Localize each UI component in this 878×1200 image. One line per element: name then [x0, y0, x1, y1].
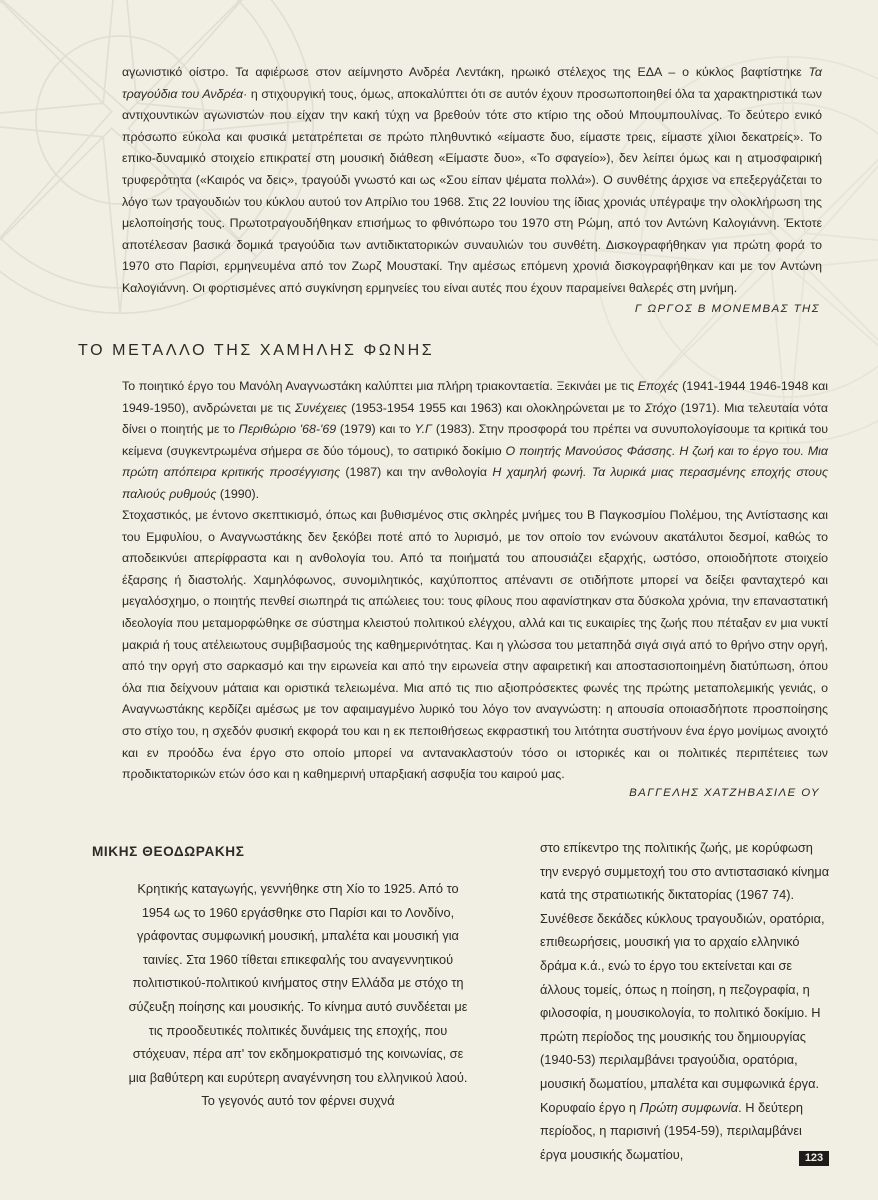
text-run: (1979) και το — [336, 422, 415, 437]
bio-title: ΜΙΚΗΣ ΘΕΟΔΩΡΑΚΗΣ — [92, 844, 245, 859]
text-run: (1990). — [216, 486, 260, 501]
bio-column-left: Κρητικής καταγωγής, γεννήθηκε στη Χίο το 1925. Από το 1954 ως το 1960 εργάσθηκε στο Παρίσι και το Λονδίνο, γράφοντας συμφωνική μουσική, μπαλέτα και μουσική για ταινίες. Στα 1960 τίθεται επικεφαλής του αναγεννητικού πολιτιστικού-πολιτικού κινήματος στην Ελλάδα με στόχο τη σύζευξη ποίησης και μουσικής. Το κίνημα αυτό συνδέεται με τις προοδευτικές πολιτικές δυνάμεις της εποχής, που στόχευαν, πέρα απ' τον εκδημοκρατισμό της κοινωνίας, σε μια βαθύτερη και ευρύτερη αναγέννηση του ελληνικού λαού. Το γεγονός αυτό τον φέρνει συχνά — [128, 881, 468, 1109]
work-title: Πρώτη συμφωνία — [639, 1099, 739, 1115]
work-title: Υ.Γ — [414, 422, 433, 437]
intro-paragraph — [122, 62, 822, 300]
text-run: (1983). Στην προσφορά του πρέπει να συνυπολογίσουμε τα κριτικά του κείμενα (συγκεντρωμένα σήμερα σε δύο τόμους), το σατιρικό δοκίμιο — [122, 422, 829, 458]
text-run: Το ποιητικό έργο του Μανόλη Αναγνωστάκη καλύπτει μια πλήρη τριακονταετία. Ξεκινάει με τις — [122, 379, 638, 393]
section-title: ΤΟ ΜΕΤΑΛΛΟ ΤΗΣ ΧΑΜΗΛΗΣ ΦΩΝΗΣ — [78, 342, 435, 359]
text-run: (1941-1944 1946-1948 και 1949-1950), ανδρώνεται με τις — [122, 379, 828, 415]
section-paragraph-2: Στοχαστικός, με έντονο σκεπτικισμό, όπως και βυθισμένος στις σκληρές μνήμες του Β Παγκοσμίου Πολέμου, της Αντίστασης και του Εμφυλίου, ο Αναγνωστάκης δεν ξεκόβει ποτέ από το λυρισμό, με τον οποίο τον ενώνουν ακατάλυτοι δεσμοί, καθώς το αποδεικνύει απερίφραστα και η ανθολογία του. Από τα ποιήματά του απουσιάζει εξαρχής, ωστόσο, οποιοδήποτε στοιχείο έξαρσης ή διαστολής. Χαμηλόφωνος, συνομιλητικός, καχύποπτος απέναντι σε οτιδήποτε μπορεί να δείξει φανταχτερό και μεγαλόσχημο, ο ποιητής πενθεί σιωπηρά τις απώλειες του: τους φίλους που αφανίστηκαν στα δύσκολα χρόνια, την επαναστατική ιδεολογία που μεταμορφώθηκε σε σύστημα κλειστού πολιτικού ελέγχου, αλλά και τις ευκαιρίες της ζωής που πέταξαν εν μια νυκτί μακριά ή τους ατέλειωτους συμβιβασμούς της καθημερινότητας. Και η γλώσσα του μεταπηδά σιγά σιγά από το θρήνο στην οργή, από την οργή στο σαρκασμό και την ειρωνεία και από την ειρωνεία στην αφαιρετική και αποστασιοποιημένη διατύπωση, όπου όλα πια δείχνουν μάταια και οριστικά τελειωμένα. Μια από τις πιο αξιοπρόσεκτες φωνές της πρώτης μεταπολεμικής γενιάς, ο Αναγνωστάκης κερδίζει αμέσως με τον αφαιμαγμένο λυρικό του λόγο τον αναγνώστη: η απουσία οποιασδήποτε προσποίησης στο στίχο του, η σχεδόν φυσική εκφορά του και η εκ πεποιθήσεως εκφραστική του λιτότητα συστήνουν ένα έργο μονίμως ανοιχτό και εν προόδω ένα έργο στο οποίο μπορεί να αντανακλαστούν τόσο οι ιστορικές και οι πολιτικές περιπέτειες των προδικτατορικών ετών όσο και η καθημερινή υπαρξιακή ασφυξία του καιρού μας. — [122, 508, 828, 782]
section-paragraph-1 — [122, 376, 828, 506]
intro-text-2: η στιχουργική τους, όμως, αποκαλύπτει ότι σε αυτόν έχουν προσωποποιηθεί όλα τα χαρακτηριστικά των αντιχουντικών αγωνιστών που είχαν την κακή τύχη να βρεθούν τότε στο κτίριο της οδού Μπουμπουλίνας. Το δεύτερο ενικό πρόσωπο εύκολα και φυσικά μετατρέπεται σε πρώτο πληθυντικό «είμαστε δυο, είμαστε τρεις, είμαστε χίλιοι δεκατρείς». Το επικο-δυναμικό στοιχείο επικρατεί στη μουσική διάθεση «Είμαστε δυο», «Το σφαγείο»), δεν λείπει όμως και η ατμοσφαιρική τρυφερότητα («Καιρός να δεις», τραγούδι γνωστό και ως «Σου είπαν ψέματα πολλά»). Ο συνθέτης άρχισε να επεξεργάζεται το λόγο των τραγουδιών του κύκλου αυτού τον Απρίλιο του 1968. Στις 22 Ιουνίου της ίδιας χρονιάς υπέγραψε την ολοκλήρωση της μελοποίησής τους. Πρωτοτραγουδήθηκαν επισήμως το φθινόπωρο του 1970 στη Ρώμη, από τον Αντώνη Καλογιάννη. Έκτοτε αποτέλεσαν βασικά δομικά τραγούδια των αντιδικτατορικών συναυλιών του συνθέτη. Δισκογραφήθηκαν για πρώτη φορά το 1970 στο Παρίσι, ερμηνευμένα από τον Ζωρζ Μουστακί. Την αμέσως επόμενη χρονιά δισκογραφήθηκαν και με τον Αντώνη Καλογιάννη. Οι φορτισμένες από συγκίνηση ερμηνείες του είναι αυτές που έχουν παραμείνει θαλερές στη μνήμη. — [122, 86, 823, 295]
work-title: Η χαμηλή φωνή. Τα λυρικά μιας περασμένης εποχής στους παλιούς ρυθμούς — [122, 465, 828, 501]
work-title: Συνέχειες — [294, 400, 347, 415]
text-run: . Η δεύτερη περίοδος, η παρισινή (1954-59), περιλαμβάνει έργα μουσικής δωματίου, — [540, 1099, 803, 1162]
section-author-signature: ΒΑΓΓΕΛΗΣ ΧΑΤΖΗΒΑΣΙΛΕ ΟΥ — [629, 787, 820, 799]
intro-text-1: αγωνιστικό οίστρο. Τα αφιέρωσε στον αείμνηστο Ανδρέα Λεντάκη, ηρωικό στέλεχος της ΕΔΑ – ο κύκλος βαφτίστηκε — [122, 65, 809, 79]
text-run: (1987) και την ανθολογία — [340, 465, 493, 480]
intro-author-signature: Γ ΩΡΓΟΣ Β ΜΟΝΕΜΒΑΣ ΤΗΣ — [634, 303, 820, 315]
bio-column-right — [540, 836, 830, 1166]
work-title: Εποχές — [637, 379, 679, 393]
intro-cycle-title: Τα τραγούδια του Ανδρέα· — [122, 65, 822, 101]
text-run: (1971). Μια τελευταία νότα δίνει ο ποιητής με το — [122, 400, 828, 437]
work-title: Ο ποιητής Μανούσος Φάσσης. Η ζωή και το έργο του. Μια πρώτη απόπειρα κριτικής προσέγγισης — [122, 443, 828, 480]
text-run: στο επίκεντρο της πολιτικής ζωής, με κορύφωση την ενεργό συμμετοχή του στο αντιστασιακό κίνημα κατά της στρατιωτικής δικτατορίας (1967 74). Συνέθεσε δεκάδες κύκλους τραγουδιών, ορατόρια, επιθεωρήσεις, μουσική για το αρχαίο ελληνικό δράμα κ.ά., ενώ το έργο του εκτείνεται και σε άλλους τομείς, όπως η ποίηση, η πεζογραφία, η φιλοσοφία, η μουσικολογία, το πολιτικό δοκίμιο. Η πρώτη περίοδος της μουσικής του δημιουργίας (1940-53) περιλαμβάνει τραγούδια, ορατόρια, μουσική δωματίου, μπαλέτα και συμφωνικά έργα. Κορυφαίο έργο η — [540, 840, 830, 1115]
work-title: Περιθώριο '68-'69 — [238, 422, 337, 437]
work-title: Στόχο — [644, 400, 677, 415]
page-number: 123 — [799, 1151, 829, 1166]
text-run: (1953-1954 1955 και 1963) και ολοκληρώνεται με το — [346, 400, 645, 415]
